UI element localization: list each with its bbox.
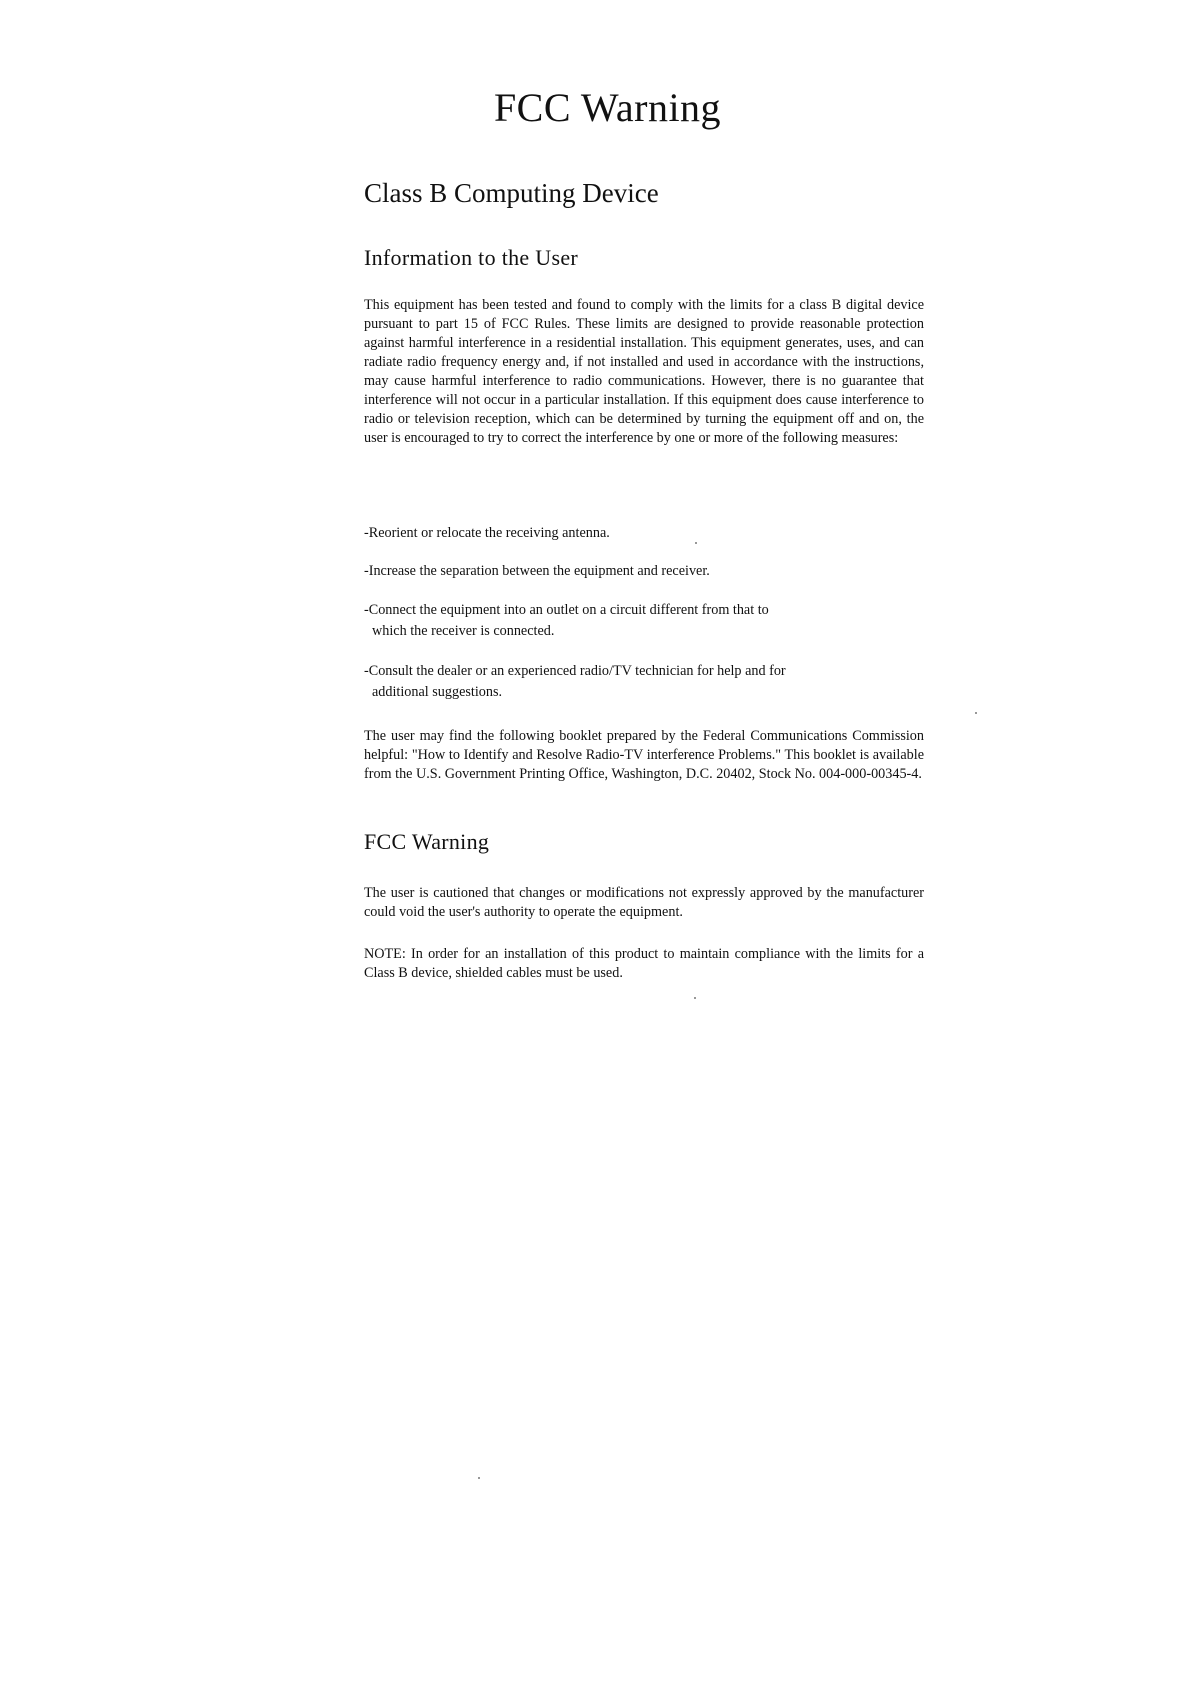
measure-text: -Reorient or relocate the receiving antenna.	[364, 525, 610, 541]
section-heading-device: Class B Computing Device	[364, 178, 659, 208]
scan-speck	[694, 997, 696, 999]
page-title: FCC Warning	[493, 85, 722, 130]
scan-speck	[695, 542, 697, 544]
measure-text: -Increase the separation between the equipment and receiver.	[364, 563, 710, 579]
note-paragraph: NOTE: In order for an installation of this product to maintain compliance with the limits for a Class B device, shielded cables must be used.	[364, 946, 924, 981]
measure-text-continued: which the receiver is connected.	[372, 623, 555, 639]
section-heading-warning: FCC Warning	[364, 829, 490, 854]
scan-speck	[478, 1477, 480, 1479]
measure-item-4	[364, 661, 904, 703]
measure-item-1	[364, 523, 904, 544]
scan-speck	[975, 712, 977, 714]
measure-text-continued: additional suggestions.	[372, 684, 503, 700]
intro-paragraph: This equipment has been tested and found to comply with the limits for a class B digital device pursuant to part 15 of FCC Rules. These limits are designed to provide reasonable protection against harmful interference in a residential installation. This equipment generates, uses, and can radiate radio frequency energy and, if not installed and used in accordance with the instructions, may cause harmful interference to radio communications. However, there is no guarantee that interference will not occur in a particular installation. If this equipment does cause interference to radio or television reception, which can be determined by turning the equipment off and on, the user is encouraged to try to correct the interference by one or more of the following measures:	[364, 297, 924, 446]
booklet-paragraph: The user may find the following booklet prepared by the Federal Communications Commission helpful: "How to Identify and Resolve Radio-TV interference Problems." This booklet is available from the U.S. Government Printing Office, Washington, D.C. 20402, Stock No. 004-000-00345-4.	[364, 728, 924, 782]
measure-item-3	[364, 600, 904, 642]
measure-text: -Connect the equipment into an outlet on a circuit different from that to	[364, 602, 769, 618]
measure-item-2	[364, 561, 904, 582]
measure-text: -Consult the dealer or an experienced radio/TV technician for help and for	[364, 663, 786, 679]
section-heading-info: Information to the User	[364, 245, 579, 270]
warning-paragraph: The user is cautioned that changes or modifications not expressly approved by the manufacturer could void the user's authority to operate the equipment.	[364, 885, 924, 920]
